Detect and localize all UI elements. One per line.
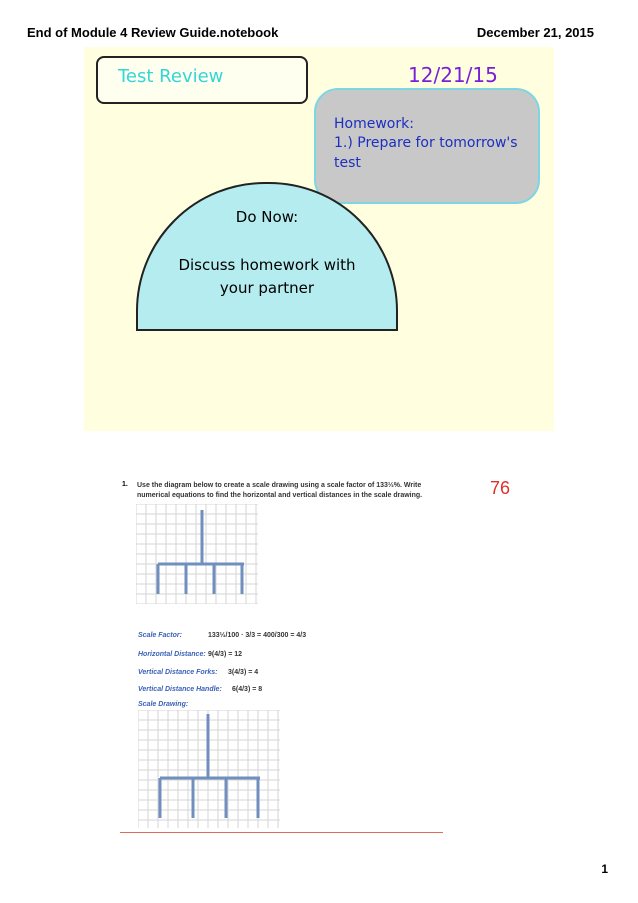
document-filename: End of Module 4 Review Guide.notebook — [27, 25, 279, 40]
homework-line-2: test — [334, 155, 361, 171]
problem-text: Use the diagram below to create a scale drawing using a scale factor of 133⅓%. Write numerical equations to find the horizontal and vertical distances in the scale drawing. — [137, 482, 423, 499]
label-scale-drawing: Scale Drawing: — [138, 701, 189, 708]
do-now-line-2: your partner — [219, 279, 315, 297]
label-scale-factor: Scale Factor: — [138, 632, 182, 639]
divider-line — [120, 832, 443, 833]
original-diagram — [136, 504, 258, 604]
label-vertical-forks: Vertical Distance Forks: — [138, 669, 218, 676]
problem-number: 1. — [122, 481, 128, 488]
label-horizontal-distance: Horizontal Distance: — [138, 651, 206, 658]
eq-horizontal-distance: 9(4/3) = 12 — [208, 651, 243, 658]
eq-vertical-forks: 3(4/3) = 4 — [228, 669, 259, 676]
homework-line-1: 1.) Prepare for tomorrow's — [334, 135, 518, 151]
do-now-line-1: Discuss homework with — [178, 256, 356, 274]
slide-title: Test Review — [118, 66, 224, 87]
do-now-title: Do Now: — [235, 208, 299, 226]
score: 76 — [490, 478, 511, 498]
page-number: 1 — [601, 862, 608, 876]
scale-drawing-diagram — [138, 710, 280, 828]
eq-scale-factor: 133⅓/100 · 3/3 = 400/300 = 4/3 — [208, 632, 307, 639]
eq-vertical-handle: 6(4/3) = 8 — [232, 686, 263, 693]
slide-date: 12/21/15 — [408, 63, 498, 87]
homework-title: Homework: — [334, 116, 414, 132]
document-date: December 21, 2015 — [476, 25, 594, 40]
label-vertical-handle: Vertical Distance Handle: — [138, 686, 222, 693]
